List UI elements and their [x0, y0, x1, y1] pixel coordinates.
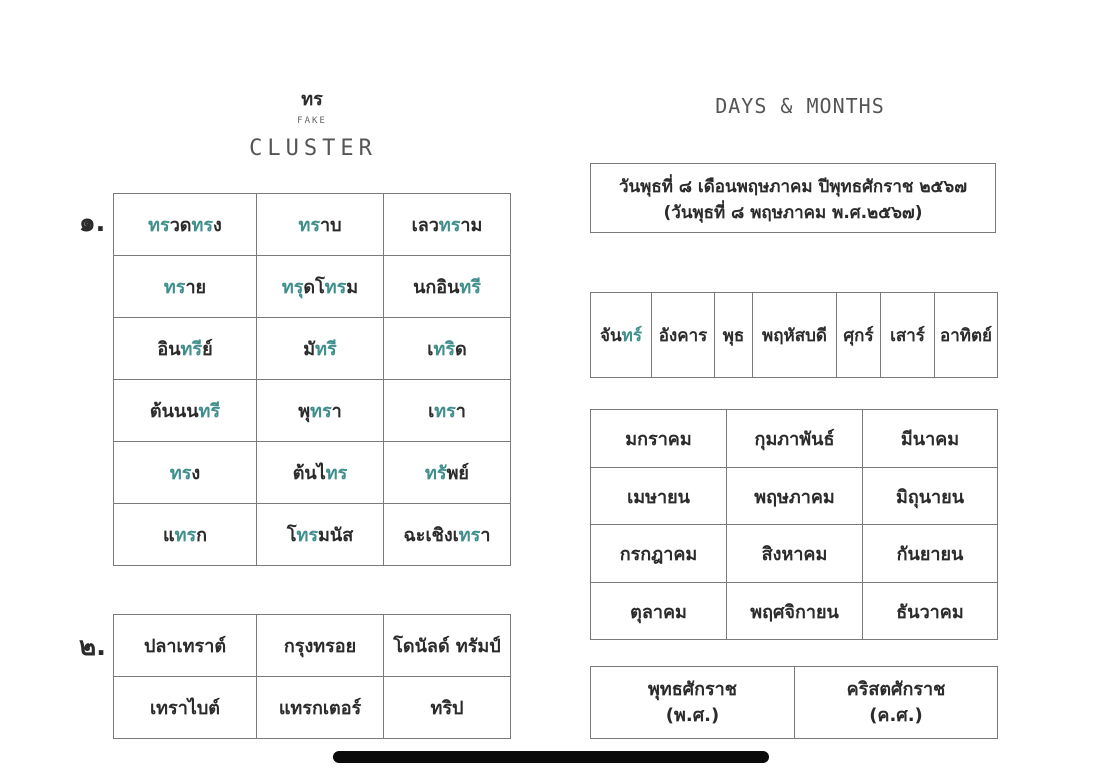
word-cell [114, 380, 257, 442]
table-row [114, 380, 511, 442]
word-segment: า [455, 401, 466, 422]
word-segment: โ [286, 525, 297, 546]
word-cell [384, 194, 511, 256]
word-segment: ก [196, 525, 208, 546]
word-cell [114, 504, 257, 566]
table-row [114, 318, 511, 380]
weekday-segment: อังคาร [658, 325, 708, 346]
era-name: พุทธศักราช [647, 678, 738, 700]
word-cell: เทราไบต์ [114, 677, 257, 739]
highlighted-cluster: ทร [325, 463, 348, 484]
highlighted-cluster: ทร [191, 215, 214, 236]
word-segment: พุ [298, 401, 311, 422]
weekday-cell [591, 293, 652, 378]
word-segment: ต้นนน [149, 401, 199, 422]
word-segment: า [480, 525, 491, 546]
word-cell: แทรกเตอร์ [257, 677, 384, 739]
weekday-cell [753, 293, 837, 378]
word-cell [257, 318, 384, 380]
word-segment: าย [185, 277, 207, 298]
month-cell: ตุลาคม [591, 583, 727, 640]
highlighted-cluster: ทร [169, 463, 192, 484]
table-row [114, 256, 511, 318]
weekday-segment: เสาร์ [890, 325, 925, 346]
highlighted-cluster: ทรี [459, 277, 481, 298]
weekday-segment: พฤหัสบดี [762, 325, 827, 346]
word-segment: ง [213, 215, 222, 236]
month-cell: ธันวาคม [863, 583, 998, 640]
word-segment: เ [427, 339, 434, 360]
word-segment: เ [428, 401, 435, 422]
months-table [590, 409, 998, 640]
highlighted-cluster: ทรั [425, 463, 447, 484]
month-cell: พฤษภาคม [727, 468, 863, 525]
weekday-cell [881, 293, 935, 378]
month-cell: กุมภาพันธ์ [727, 410, 863, 468]
word-segment: ฉะเชิงเ [403, 525, 459, 546]
highlighted-cluster: ทร [310, 401, 332, 422]
fake-label: FAKE [297, 116, 327, 126]
fake-cluster-table [113, 193, 511, 566]
section-2-number: ๒. [79, 632, 107, 662]
word-cell [257, 442, 384, 504]
word-cell [384, 504, 511, 566]
era-buddhist [591, 667, 795, 739]
word-segment: ย์ [202, 339, 213, 360]
word-segment: อิน [157, 339, 181, 360]
month-cell: มีนาคม [863, 410, 998, 468]
word-cell: ทริป [384, 677, 511, 739]
word-segment: า [331, 401, 342, 422]
era-abbr: (ค.ศ.) [869, 704, 923, 726]
word-cell [114, 194, 257, 256]
word-cell [384, 256, 511, 318]
word-segment: พย์ [446, 463, 469, 484]
word-cell [384, 442, 511, 504]
word-cell [257, 256, 384, 318]
highlighted-cluster: ทรี [198, 401, 221, 422]
word-cell [114, 256, 257, 318]
word-cell [257, 380, 384, 442]
word-segment: ม [346, 277, 359, 298]
highlighted-cluster: ทร [324, 277, 347, 298]
month-cell: มิถุนายน [863, 468, 998, 525]
era-christian [795, 667, 998, 739]
date-line-1: วันพุธที่ ๘ เดือนพฤษภาคม ปีพุทธศักราช ๒๕๖๗ [619, 177, 967, 197]
date-box [590, 163, 996, 233]
table-row [114, 194, 511, 256]
word-segment: เลว [411, 215, 439, 236]
highlighted-cluster: ทร [458, 525, 481, 546]
word-cell [257, 194, 384, 256]
weekday-cell [652, 293, 715, 378]
word-segment: ิด [455, 339, 467, 360]
word-segment: แ [162, 525, 175, 546]
word-segment: มนัส [318, 525, 354, 546]
weekday-cell [935, 293, 998, 378]
weekday-table [590, 292, 998, 378]
word-cell: ปลาเทราต์ [114, 615, 257, 677]
word-segment: นกอิน [413, 277, 460, 298]
word-cell [257, 504, 384, 566]
highlighted-cluster: ทร [296, 525, 319, 546]
month-cell: กรกฎาคม [591, 525, 727, 583]
cluster-label: CLUSTER [249, 136, 377, 161]
highlighted-cluster: ทร [433, 339, 455, 360]
era-table [590, 666, 998, 739]
word-cell [114, 442, 257, 504]
word-cell [384, 318, 511, 380]
word-cell [114, 318, 257, 380]
weekday-segment: จัน [600, 325, 622, 346]
word-segment: าบ [320, 215, 342, 236]
month-cell: เมษายน [591, 468, 727, 525]
word-segment: ุดโ [303, 277, 325, 298]
word-cell: กรุงทรอย [257, 615, 384, 677]
month-cell: กันยายน [863, 525, 998, 583]
highlighted-cluster: ทร [163, 277, 186, 298]
era-abbr: (พ.ศ.) [665, 704, 720, 726]
weekday-cell [715, 293, 753, 378]
highlighted-cluster: ทร์ [621, 325, 642, 346]
table-row [114, 504, 511, 566]
word-segment: มั [303, 339, 316, 360]
highlighted-cluster: ทร [438, 215, 461, 236]
word-segment: ง [191, 463, 201, 484]
weekday-segment: พุธ [722, 325, 745, 346]
highlighted-cluster: ทรี [180, 339, 203, 360]
date-line-2: (วันพุธที่ ๘ พฤษภาคม พ.ศ.๒๕๖๗) [663, 203, 923, 223]
highlighted-cluster: ทรี [315, 339, 337, 360]
word-cell [384, 380, 511, 442]
weekday-segment: อาทิตย์ [940, 325, 992, 346]
month-cell: มกราคม [591, 410, 727, 468]
highlighted-cluster: ทร [281, 277, 304, 298]
word-cell: โดนัลด์ ทรัมป์ [384, 615, 511, 677]
highlighted-cluster: ทร [174, 525, 197, 546]
cluster-thai-heading: ทร [301, 89, 323, 110]
table-row [114, 442, 511, 504]
highlighted-cluster: ทร [298, 215, 320, 236]
era-name: คริสตศักราช [846, 678, 946, 700]
word-segment: ต้นไ [292, 463, 326, 484]
true-cluster-table [113, 614, 511, 739]
home-indicator-bar[interactable] [333, 751, 769, 763]
highlighted-cluster: ทร [148, 215, 170, 236]
word-segment: าม [460, 215, 483, 236]
month-cell: สิงหาคม [727, 525, 863, 583]
highlighted-cluster: ทร [434, 401, 456, 422]
days-months-title: DAYS & MONTHS [715, 94, 885, 118]
section-1-number: ๑. [79, 208, 106, 238]
weekday-segment: ศุกร์ [843, 325, 874, 346]
weekday-cell [837, 293, 881, 378]
month-cell: พฤศจิกายน [727, 583, 863, 640]
word-segment: วด [169, 215, 192, 236]
